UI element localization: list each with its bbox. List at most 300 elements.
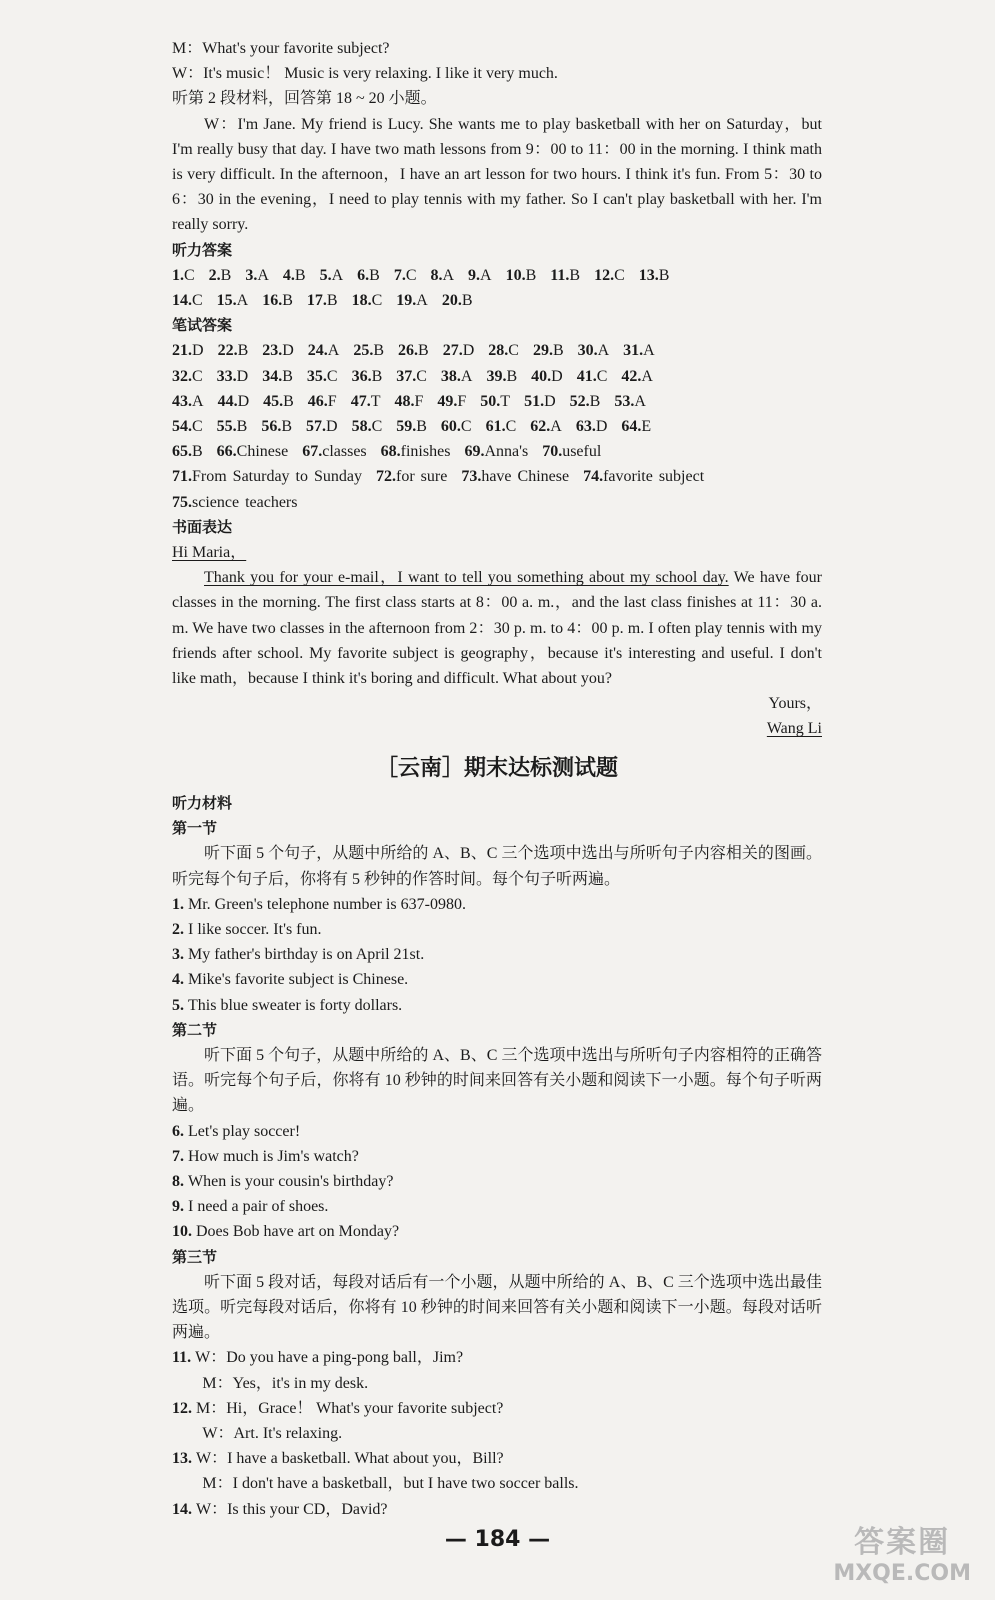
answer-number: 37.	[396, 367, 417, 385]
answer-number: 74.	[583, 468, 604, 486]
answer-value: have Chinese	[481, 468, 570, 486]
answer-item	[394, 393, 423, 410]
answer-item	[530, 418, 562, 435]
list-item	[172, 892, 822, 917]
answer-value: B	[552, 342, 564, 360]
answer-item	[172, 393, 204, 410]
answer-value: C	[405, 266, 417, 284]
answer-number: 17.	[306, 292, 327, 310]
answer-item	[172, 418, 203, 435]
answer-number: 40.	[531, 367, 552, 385]
answer-value: for sure	[396, 468, 448, 486]
answer-number: 36.	[351, 367, 372, 385]
list-item	[172, 993, 822, 1018]
answer-value: F	[414, 392, 424, 410]
section-title: ［云南］期末达标测试题	[375, 755, 618, 781]
answer-value: B	[326, 292, 338, 310]
answer-item	[172, 494, 297, 511]
part1-heading: 第一节	[172, 819, 218, 838]
dialogue-line: W：Art. It's relaxing.	[202, 1424, 343, 1442]
answer-value: A	[597, 342, 610, 360]
answer-value: B	[282, 292, 293, 310]
answer-item	[488, 342, 519, 359]
answer-number: 3.	[245, 266, 258, 284]
answer-item	[218, 393, 250, 410]
answer-item	[217, 418, 248, 435]
answer-item	[263, 393, 294, 410]
answer-number: 61.	[485, 418, 506, 436]
answer-number: 67.	[302, 443, 323, 461]
answer-row	[172, 389, 822, 414]
answer-value: D	[544, 392, 556, 410]
item-number: 12.	[172, 1399, 196, 1417]
part2-instruction: 听下面 5 个句子，从题中所给的 A、B、C 三个选项中选出与所听句子内容相符的正确答语。听完每个句子后，你将有 10 秒钟的时间来回答有关小题和阅读下一小题。每个句子听两遍。	[172, 1046, 822, 1115]
dialogue-item	[172, 1446, 822, 1471]
answer-number: 62.	[530, 418, 551, 436]
answer-number: 49.	[437, 392, 458, 410]
answer-number: 48.	[394, 392, 415, 410]
answer-number: 72.	[376, 468, 396, 486]
answer-number: 14.	[172, 292, 192, 310]
list-item	[172, 942, 822, 967]
answer-item	[468, 267, 492, 284]
answer-item	[570, 393, 601, 410]
answer-item	[480, 393, 510, 410]
item-text: Mr. Green's telephone number is 637-0980.	[188, 895, 466, 913]
answer-number: 32.	[172, 367, 192, 385]
list-item	[172, 1219, 822, 1244]
answer-item	[218, 342, 249, 359]
answer-row	[172, 464, 822, 489]
answer-number: 20.	[441, 292, 462, 310]
answer-number: 58.	[351, 418, 372, 436]
answer-value: A	[442, 266, 455, 284]
dialogue-line: M：Yes，it's in my desk.	[202, 1374, 369, 1392]
answer-value: F	[457, 392, 467, 410]
answer-value: C	[192, 367, 203, 385]
answer-number: 27.	[442, 342, 463, 360]
item-number: 8.	[172, 1172, 188, 1190]
list-item	[172, 1169, 822, 1194]
answer-number: 29.	[532, 342, 553, 360]
answer-number: 23.	[262, 342, 283, 360]
answer-number: 51.	[524, 392, 545, 410]
answer-number: 7.	[393, 266, 406, 284]
item-number: 10.	[172, 1223, 196, 1241]
answer-value: B	[236, 418, 248, 436]
answer-item	[396, 418, 427, 435]
answer-number: 46.	[307, 392, 328, 410]
answer-number: 50.	[480, 392, 501, 410]
dialogue-line: W：It's music！ Music is very relaxing. I like it very much.	[172, 65, 558, 83]
answer-value: A	[550, 418, 562, 436]
answer-value: A	[641, 367, 653, 385]
answer-number: 24.	[307, 342, 328, 360]
answer-number: 12.	[594, 266, 615, 284]
answer-value: C	[192, 292, 203, 310]
answer-item	[172, 342, 204, 359]
answer-item	[307, 368, 338, 385]
answer-item	[506, 267, 537, 284]
dialogue-item	[172, 1497, 822, 1522]
answer-item	[320, 267, 344, 284]
item-text: How much is Jim's watch?	[188, 1147, 359, 1165]
answer-row	[172, 263, 822, 288]
answer-number: 4.	[282, 266, 295, 284]
answer-number: 65.	[172, 443, 192, 461]
answer-number: 44.	[217, 392, 238, 410]
answer-number: 66.	[216, 443, 237, 461]
answer-item	[357, 267, 380, 284]
answer-value: A	[192, 392, 204, 410]
answer-item	[576, 418, 608, 435]
list-item	[172, 1119, 822, 1144]
dialogue-line: W：I have a basketball. What about you，Bill?	[196, 1450, 504, 1468]
answer-value: science teachers	[192, 493, 298, 511]
answer-number: 47.	[350, 392, 371, 410]
answer-item	[442, 292, 473, 309]
answer-item	[217, 368, 249, 385]
answer-number: 2.	[208, 266, 221, 284]
answer-item	[464, 443, 528, 460]
list-item	[172, 967, 822, 992]
answer-number: 26.	[398, 342, 419, 360]
listening-answers-heading: 听力答案	[172, 240, 233, 259]
watermark-text-en: MXQE.COM	[833, 1561, 971, 1586]
item-text: I like soccer. It's fun.	[188, 920, 322, 938]
answer-value: C	[460, 418, 472, 436]
answer-item	[172, 292, 203, 309]
document-page	[172, 36, 822, 1522]
answer-number: 39.	[486, 367, 507, 385]
answer-number: 16.	[262, 292, 283, 310]
answer-item	[542, 443, 601, 460]
answer-item	[621, 418, 651, 435]
answer-value: B	[416, 418, 427, 436]
part3-instruction: 听下面 5 段对话，每段对话后有一个小题，从题中所给的 A、B、C 三个选项中选出最佳选项。听完每段对话后，你将有 10 秒钟的时间来回答有关小题和阅读下一小题。每段对话听两遍。	[172, 1273, 822, 1342]
answer-item	[302, 443, 366, 460]
answer-number: 42.	[621, 367, 642, 385]
answer-number: 33.	[216, 367, 237, 385]
answer-item	[381, 443, 451, 460]
passage-paragraph: W：I'm Jane. My friend is Lucy. She wants me to play basketball with her on Saturday，but I'm really busy that day. I have two math lessons from 9：00 to 11：00 in the morning. I think math is very difficult. In the afternoon，I have an art lesson for two hours. I think it's fun. From 5：30 to 6：30 in the evening，I need to play tennis with my father. So I can't play basketball with her. I'm really sorry.	[172, 115, 822, 234]
answer-item	[639, 267, 670, 284]
part2-heading: 第二节	[172, 1020, 218, 1039]
answer-item	[172, 267, 195, 284]
answer-value: A	[236, 292, 249, 310]
answer-value: B	[569, 266, 581, 284]
item-number: 7.	[172, 1147, 188, 1165]
answer-row	[172, 338, 822, 363]
answer-value: A	[634, 392, 646, 410]
answer-item	[376, 468, 447, 485]
answer-value: B	[589, 392, 601, 410]
answer-item	[283, 267, 306, 284]
answer-item	[486, 418, 517, 435]
answer-number: 31.	[623, 342, 644, 360]
answer-value: B	[294, 266, 306, 284]
item-text: I need a pair of shoes.	[188, 1198, 329, 1216]
answer-item	[307, 292, 338, 309]
answer-item	[245, 267, 269, 284]
dialogue-line: W：Is this your CD，David?	[196, 1500, 388, 1518]
letter-body-text: We have four classes in the morning. The first class starts at 8：00 a. m.，and the last class finishes at 11：30 a. m. We have two classes in the afternoon from 2：30 p. m. to 4：00 p. m. I often play tennis with my friends after school. My favorite subject is geography，because it's interesting and useful. I don't like math，because I think it's boring and difficult. What about you?	[172, 569, 822, 688]
answer-number: 9.	[468, 266, 481, 284]
answer-number: 10.	[505, 266, 526, 284]
answer-row	[172, 288, 822, 313]
answer-number: 11.	[550, 266, 570, 284]
answer-item	[398, 342, 429, 359]
answer-item	[262, 368, 293, 385]
answer-value: Anna's	[484, 443, 529, 461]
answer-value: D	[595, 418, 608, 436]
item-number: 9.	[172, 1198, 188, 1216]
answer-value: C	[326, 367, 338, 385]
answer-item	[353, 342, 384, 359]
answer-value: B	[371, 367, 383, 385]
answer-item	[614, 393, 646, 410]
answer-value: B	[220, 266, 232, 284]
answer-value: A	[416, 292, 428, 310]
answer-value: finishes	[400, 443, 451, 461]
answer-number: 28.	[488, 342, 509, 360]
answer-value: classes	[322, 443, 367, 461]
answer-value: C	[371, 418, 383, 436]
item-text: This blue sweater is forty dollars.	[188, 996, 403, 1014]
answer-item	[172, 443, 203, 460]
answer-value: D	[192, 342, 204, 360]
answer-value: A	[480, 266, 492, 284]
list-item	[172, 1194, 822, 1219]
answer-value: B	[373, 342, 385, 360]
dialogue-item	[172, 1345, 822, 1370]
answer-number: 5.	[319, 266, 332, 284]
answer-value: D	[462, 342, 475, 360]
answer-value: C	[192, 418, 203, 436]
answer-number: 73.	[461, 468, 482, 486]
answer-row	[172, 364, 822, 389]
answer-item	[351, 393, 381, 410]
item-number: 1.	[172, 895, 188, 913]
answer-number: 60.	[440, 418, 461, 436]
answer-value: A	[331, 266, 344, 284]
answer-value: B	[525, 266, 537, 284]
watermark-text-cn: 答案圈	[854, 1525, 951, 1560]
answer-row	[172, 414, 822, 439]
answer-item	[594, 267, 625, 284]
answer-number: 34.	[262, 367, 283, 385]
answer-value: T	[370, 392, 381, 410]
answer-number: 13.	[638, 266, 659, 284]
item-text: My father's birthday is on April 21st.	[188, 946, 425, 964]
answer-value: A	[460, 367, 473, 385]
answer-number: 30.	[577, 342, 598, 360]
part2-items	[172, 1119, 822, 1245]
item-number: 5.	[172, 996, 188, 1014]
listening-material-heading: 听力材料	[172, 793, 233, 812]
item-number: 4.	[172, 971, 188, 989]
letter-signature: Wang Li	[766, 720, 822, 738]
answer-item	[172, 368, 203, 385]
page-number: — 184 —	[444, 1527, 551, 1552]
answer-item	[583, 468, 704, 485]
answer-value: D	[236, 367, 249, 385]
answer-number: 45.	[263, 392, 284, 410]
answer-item	[396, 292, 428, 309]
answer-value: D	[326, 418, 338, 436]
letter-first-sentence: Thank you for your e-mail，I want to tell you something about my school day.	[204, 569, 729, 587]
writing-heading: 书面表达	[172, 517, 233, 536]
answer-item	[262, 342, 294, 359]
answer-number: 21.	[172, 342, 192, 360]
answer-item	[621, 368, 653, 385]
answer-value: B	[237, 342, 249, 360]
answer-number: 69.	[464, 443, 485, 461]
item-number: 6.	[172, 1122, 188, 1140]
written-answers-heading: 笔试答案	[172, 316, 233, 335]
answer-value: B	[192, 443, 203, 461]
answer-value: From Saturday to Sunday	[192, 468, 362, 486]
answer-number: 54.	[172, 418, 192, 436]
list-item	[172, 1144, 822, 1169]
list-item	[172, 917, 822, 942]
answer-item	[531, 368, 563, 385]
answer-value: C	[596, 367, 608, 385]
answer-item	[308, 342, 340, 359]
answer-item	[394, 267, 417, 284]
answer-number: 38.	[440, 367, 461, 385]
item-number: 11.	[172, 1349, 196, 1367]
answer-number: 35.	[306, 367, 327, 385]
dialogue-item	[172, 1396, 822, 1421]
answer-value: D	[282, 342, 294, 360]
answer-number: 70.	[542, 443, 563, 461]
dialogue-line: M：What's your favorite subject?	[172, 40, 390, 57]
answer-value: C	[371, 292, 383, 310]
answer-item	[524, 393, 556, 410]
answer-number: 15.	[216, 292, 237, 310]
answer-item	[396, 368, 427, 385]
answer-number: 43.	[172, 392, 192, 410]
answer-value: B	[282, 367, 293, 385]
item-number: 13.	[172, 1450, 196, 1468]
item-number: 14.	[172, 1500, 196, 1518]
answer-number: 59.	[396, 418, 417, 436]
answer-value: B	[418, 342, 429, 360]
answer-value: D	[237, 392, 250, 410]
answer-value: Chinese	[236, 443, 289, 461]
answer-item	[578, 342, 610, 359]
answer-value: B	[281, 418, 293, 436]
answer-value: A	[257, 266, 269, 284]
answer-item	[486, 368, 517, 385]
answer-item	[623, 342, 655, 359]
dialogue-line: M：I don't have a basketball，but I have two soccer balls.	[202, 1475, 579, 1493]
answer-item	[262, 292, 293, 309]
answer-item	[217, 443, 289, 460]
answer-number: 53.	[614, 392, 635, 410]
answer-value: D	[551, 367, 563, 385]
answer-value: T	[500, 392, 511, 410]
answer-number: 55.	[216, 418, 237, 436]
answer-item	[437, 393, 466, 410]
letter-greeting: Hi Maria，	[172, 544, 247, 562]
answer-number: 68.	[380, 443, 401, 461]
answer-number: 41.	[576, 367, 597, 385]
item-text: When is your cousin's birthday?	[188, 1172, 394, 1190]
answer-number: 25.	[353, 342, 374, 360]
item-text: Let's play soccer!	[188, 1122, 301, 1140]
answer-number: 63.	[575, 418, 596, 436]
answer-row	[172, 490, 822, 515]
answer-value: B	[461, 292, 473, 310]
answer-value: E	[641, 418, 652, 436]
answer-number: 57.	[306, 418, 327, 436]
answer-value: useful	[562, 443, 602, 461]
dialogue-line: M：Hi，Grace！ What's your favorite subject?	[196, 1399, 504, 1417]
answer-number: 1.	[172, 266, 184, 284]
answer-number: 75.	[172, 493, 192, 511]
answer-number: 22.	[217, 342, 238, 360]
answer-item	[352, 418, 383, 435]
answer-value: C	[416, 367, 427, 385]
letter-closing: Yours，	[768, 695, 822, 713]
answer-value: C	[505, 418, 517, 436]
item-text: Does Bob have art on Monday?	[196, 1223, 400, 1241]
part1-instruction: 听下面 5 个句子，从题中所给的 A、B、C 三个选项中选出与所听句子内容相关的图画。听完每个句子后，你将有 5 秒钟的作答时间。每个句子听两遍。	[172, 845, 822, 888]
answer-value: favorite subject	[603, 468, 705, 486]
answer-value: B	[658, 266, 670, 284]
answer-value: B	[283, 392, 294, 410]
answer-item	[441, 418, 472, 435]
answer-value: C	[614, 266, 625, 284]
answer-number: 64.	[621, 418, 642, 436]
dialogue-line: W：Do you have a ping-pong ball，Jim?	[195, 1349, 464, 1367]
answer-item	[550, 267, 580, 284]
answer-item	[443, 342, 475, 359]
answer-item	[352, 292, 383, 309]
answer-number: 56.	[261, 418, 282, 436]
answer-number: 52.	[569, 392, 590, 410]
answer-number: 19.	[396, 292, 417, 310]
answer-value: F	[327, 392, 337, 410]
instruction-line: 听第 2 段材料，回答第 18 ~ 20 小题。	[172, 90, 437, 108]
answer-item	[533, 342, 564, 359]
answer-number: 18.	[351, 292, 372, 310]
answer-value: B	[369, 266, 380, 284]
answer-value: A	[643, 342, 655, 360]
answer-item	[308, 393, 337, 410]
item-number: 2.	[172, 920, 188, 938]
item-text: Mike's favorite subject is Chinese.	[188, 971, 409, 989]
answer-number: 71.	[172, 468, 192, 486]
answer-item	[430, 267, 454, 284]
answer-number: 8.	[430, 266, 443, 284]
answer-value: A	[327, 342, 340, 360]
answer-number: 6.	[357, 266, 370, 284]
part3-dialogues	[172, 1345, 822, 1521]
answer-row	[172, 439, 822, 464]
answer-value: C	[508, 342, 519, 360]
answer-value: C	[184, 266, 195, 284]
answer-value: B	[506, 367, 518, 385]
answer-item	[172, 468, 362, 485]
part1-items	[172, 892, 822, 1018]
answer-item	[461, 468, 569, 485]
answer-item	[441, 368, 473, 385]
answer-item	[261, 418, 292, 435]
answer-item	[577, 368, 608, 385]
